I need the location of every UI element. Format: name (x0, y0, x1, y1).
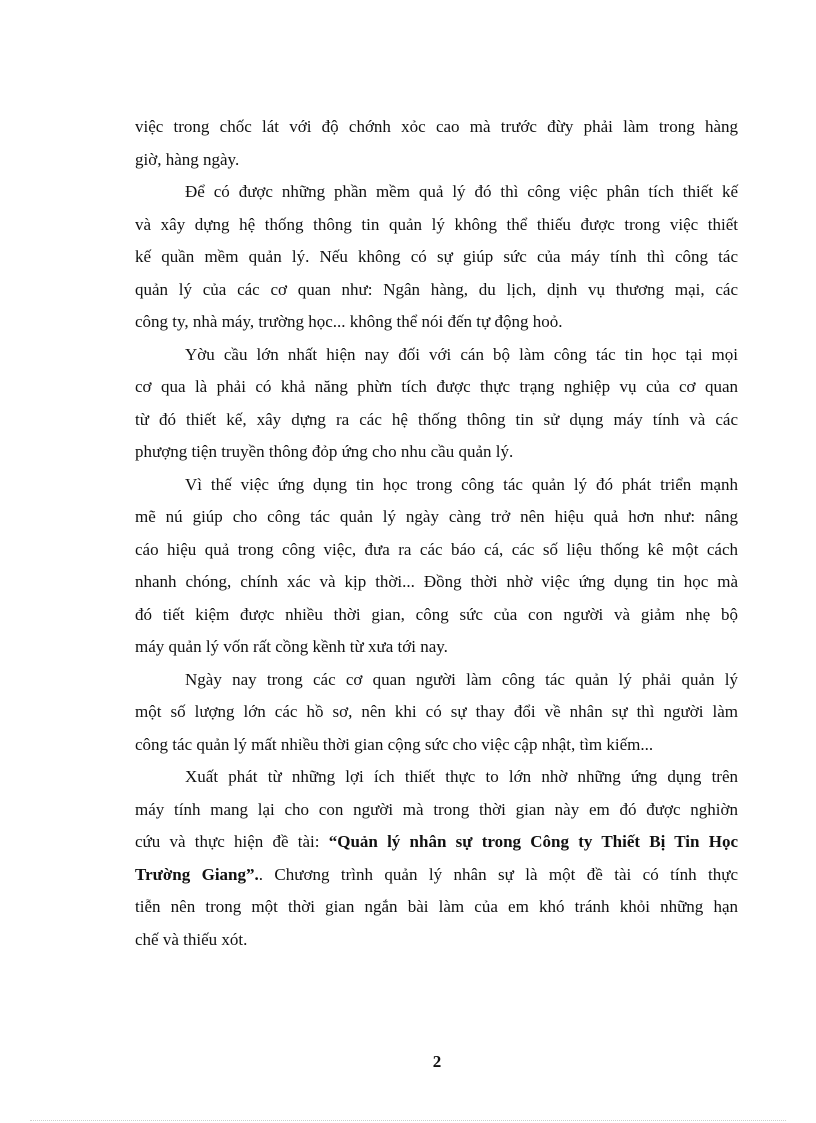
body-lines-top (135, 111, 738, 826)
body-line: máy tính mang lại cho con người mà trong thời gian này em đó được nghiờn (135, 799, 738, 819)
body-line: cáo hiệu quả trong công việc, đưa ra các báo cá, các số liệu thống kê một cách (135, 539, 738, 559)
page-body (135, 111, 738, 956)
body-line: cơ qua là phải có khả năng phừn tích được thực trạng nghiệp vụ của cơ quan (135, 377, 738, 396)
body-line: chế và thiếu xót. (135, 929, 248, 949)
body-line: máy quản lý vốn rất cồng kềnh từ xưa tới nay. (135, 637, 448, 656)
thesis-title-part-2: Trường Giang”. (135, 864, 259, 884)
body-line: Ngày nay trong các cơ quan người làm công tác quản lý phải quản lý (185, 669, 738, 689)
body-line: công tác quản lý mất nhiều thời gian cộng sức cho việc cập nhật, tìm kiếm... (135, 734, 654, 754)
body-line-text: . Chương trình quản lý nhân sự là một đề tài có tính thực (258, 864, 738, 884)
page-bottom-divider (30, 1120, 786, 1121)
body-line: phượng tiện truyền thông đỏp ứng cho nhu cầu quản lý. (135, 442, 514, 461)
body-line: một số lượng lớn các hồ sơ, nên khi có sự thay đổi về nhân sự thì người làm (135, 702, 738, 721)
body-line-text: cứu và thực hiện đề tài: (135, 832, 329, 851)
thesis-title-part-1: “Quản lý nhân sự trong Công ty Thiết Bị Tin Học (328, 832, 738, 851)
body-line-title-start (135, 826, 738, 859)
body-lines-bottom (135, 891, 738, 956)
body-line: từ đó thiết kế, xây dựng ra các hệ thống thông tin sử dụng máy tính và các (135, 409, 738, 429)
body-line: giờ, hàng ngày. (135, 149, 240, 169)
body-line: việc trong chốc lát với độ chớnh xỏc cao mà trước đừy phải làm trong hàng (135, 117, 738, 136)
body-line: tiễn nên trong một thời gian ngắn bài làm của em khó tránh khỏi những hạn (135, 897, 738, 916)
body-line: Để có được những phần mềm quả lý đó thì công việc phân tích thiết kế (185, 182, 738, 201)
body-line: Xuất phát từ những lợi ích thiết thực to lớn nhờ những ứng dụng trên (185, 767, 738, 786)
body-line: Yờu cầu lớn nhất hiện nay đối với cán bộ làm công tác tin học tại mọi (185, 344, 738, 364)
body-line: Vì thế việc ứng dụng tin học trong công tác quản lý đó phát triển mạnh (185, 474, 738, 494)
body-line: mẽ nú giúp cho công tác quản lý ngày càng trở nên hiệu quả hơn như: nâng (135, 507, 738, 526)
body-line-title-end (135, 859, 738, 892)
body-line: kế quần mềm quản lý. Nếu không có sự giúp sức của máy tính thì công tác (135, 247, 738, 266)
body-line: công ty, nhà máy, trường học... không thể nói đến tự động hoỏ. (135, 312, 563, 331)
body-line: nhanh chóng, chính xác và kịp thời... Đồng thời nhờ việc ứng dụng tin học mà (135, 572, 738, 591)
body-line: đó tiết kiệm được nhiều thời gian, công sức của con người và giảm nhẹ bộ (135, 604, 738, 624)
body-line: quản lý của các cơ quan như: Ngân hàng, du lịch, dịnh vụ thương mại, các (135, 279, 738, 299)
page-number: 2 (432, 1052, 442, 1071)
body-line: và xây dựng hệ thống thông tin quản lý không thể thiếu được trong việc thiết (135, 214, 738, 234)
